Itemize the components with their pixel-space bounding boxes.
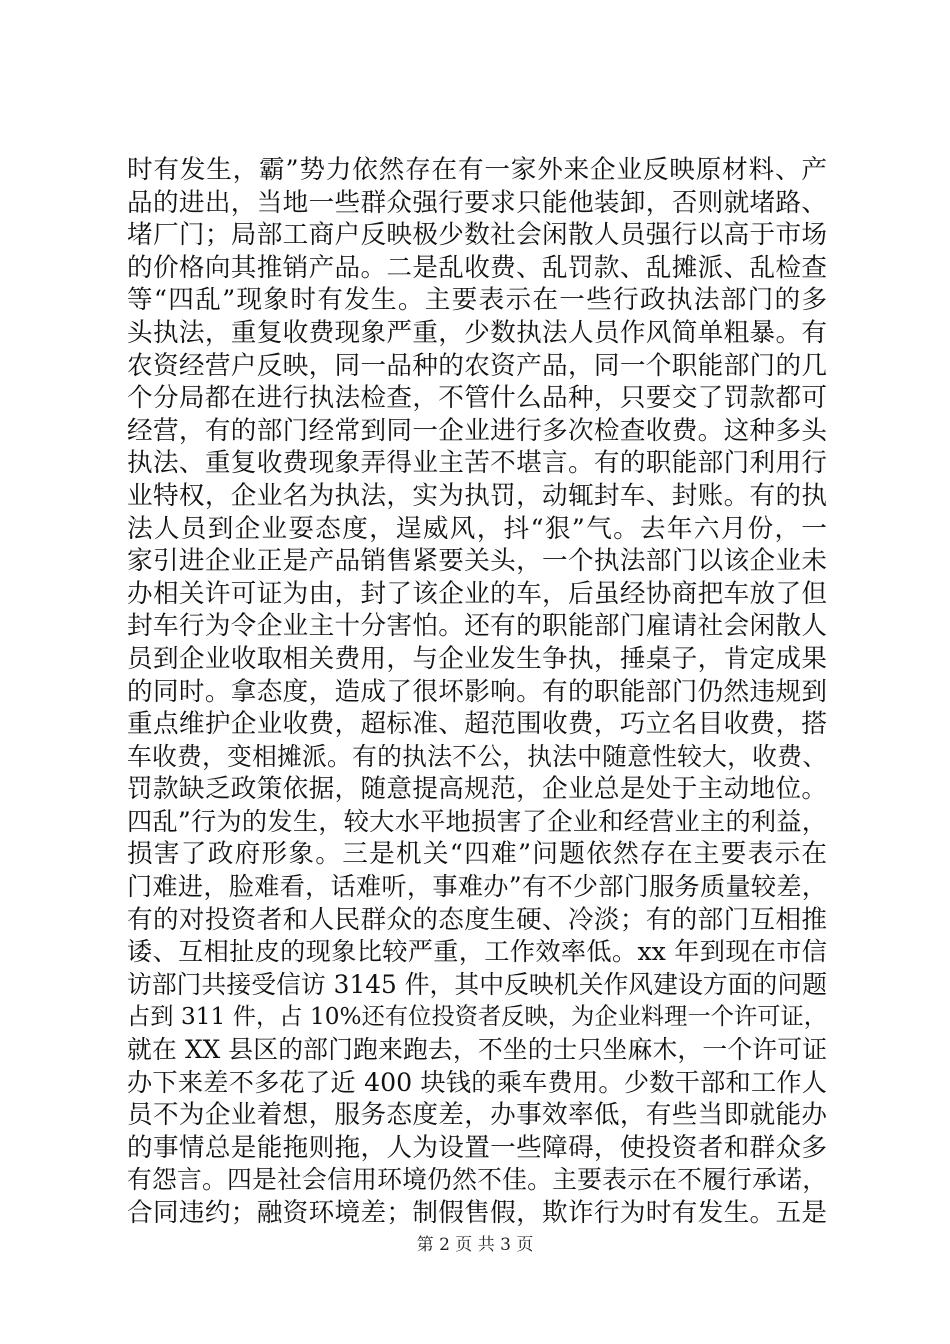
- text-line: 损害了政府形象。三是机关“四难”问题依然存在主要表示在: [127, 839, 827, 870]
- text-line: 农资经营户反映，同一品种的农资产品，同一个职能部门的几: [127, 350, 827, 381]
- text-line: 法人员到企业耍态度，逞威风，抖“狠”气。去年六月份，一: [127, 513, 827, 544]
- text-line: 办下来差不多花了近 400 块钱的乘车费用。少数干部和工作人: [127, 1067, 827, 1097]
- text-line: 家引进企业正是产品销售紧要关头，一个执法部门以该企业未: [127, 546, 827, 577]
- text-line: 的同时。拿态度，造成了很坏影响。有的职能部门仍然违规到: [127, 676, 827, 707]
- text-line: 就在 XX 县区的部门跑来跑去，不坐的士只坐麻木，一个许可证: [127, 1035, 827, 1065]
- text-line: 访部门共接受信访 3145 件，其中反映机关作风建设方面的问题: [127, 969, 827, 999]
- text-line: 有的对投资者和人民群众的态度生硬、冷淡；有的部门互相推: [127, 904, 827, 935]
- text-line: 执法、重复收费现象弄得业主苦不堪言。有的职能部门利用行: [127, 448, 827, 479]
- document-body: [127, 154, 827, 1230]
- text-line: 有怨言。四是社会信用环境仍然不佳。主要表示在不履行承诺，: [127, 1165, 827, 1195]
- text-line: 员不为企业着想，服务态度差，办事效率低，有些当即就能办: [127, 1100, 827, 1131]
- text-line: 的事情总是能拖则拖，人为设置一些障碍，使投资者和群众多: [127, 1132, 827, 1163]
- text-line: 封车行为令企业主十分害怕。还有的职能部门雇请社会闲散人: [127, 611, 827, 642]
- text-line: 品的进出，当地一些群众强行要求只能他装卸，否则就堵路、: [127, 187, 827, 218]
- text-line: 堵厂门；局部工商户反映极少数社会闲散人员强行以高于市场: [127, 220, 827, 251]
- text-line: 四乱”行为的发生，较大水平地损害了企业和经营业主的利益，: [127, 806, 827, 836]
- text-line: 的价格向其推销产品。二是乱收费、乱罚款、乱摊派、乱检查: [127, 252, 827, 283]
- text-line: 员到企业收取相关费用，与企业发生争执，捶桌子，肯定成果: [127, 643, 827, 674]
- page-footer: 第 2 页 共 3 页: [416, 1235, 534, 1255]
- text-line: 罚款缺乏政策依据，随意提高规范，企业总是处于主动地位。: [127, 774, 827, 805]
- text-line: 门难进，脸难看，话难听，事难办”有不少部门服务质量较差，: [127, 872, 827, 902]
- text-line: 等“四乱”现象时有发生。主要表示在一些行政执法部门的多: [127, 285, 827, 316]
- text-line: 重点维护企业收费，超标准、超范围收费，巧立名目收费，搭: [127, 709, 827, 740]
- text-line: 经营，有的部门经常到同一企业进行多次检查收费。这种多头: [127, 415, 827, 446]
- text-line: 办相关许可证为由，封了该企业的车，后虽经协商把车放了但: [127, 578, 827, 609]
- text-line: 时有发生，霸”势力依然存在有一家外来企业反映原材料、产: [127, 155, 827, 185]
- text-line: 头执法，重复收费现象严重，少数执法人员作风简单粗暴。有: [127, 317, 827, 348]
- text-line: 诿、互相扯皮的现象比较严重，工作效率低。xx 年到现在市信: [127, 937, 827, 967]
- text-line: 合同违约；融资环境差；制假售假，欺诈行为时有发生。五是: [127, 1198, 827, 1228]
- text-line: 车收费，变相摊派。有的执法不公，执法中随意性较大，收费、: [127, 741, 827, 771]
- text-line: 业特权，企业名为执法，实为执罚，动辄封车、封账。有的执: [127, 480, 827, 511]
- text-line: 个分局都在进行执法检查，不管什么品种，只要交了罚款都可: [127, 383, 827, 414]
- text-line: 占到 311 件，占 10%还有位投资者反映，为企业料理一个许可证，: [127, 1003, 827, 1031]
